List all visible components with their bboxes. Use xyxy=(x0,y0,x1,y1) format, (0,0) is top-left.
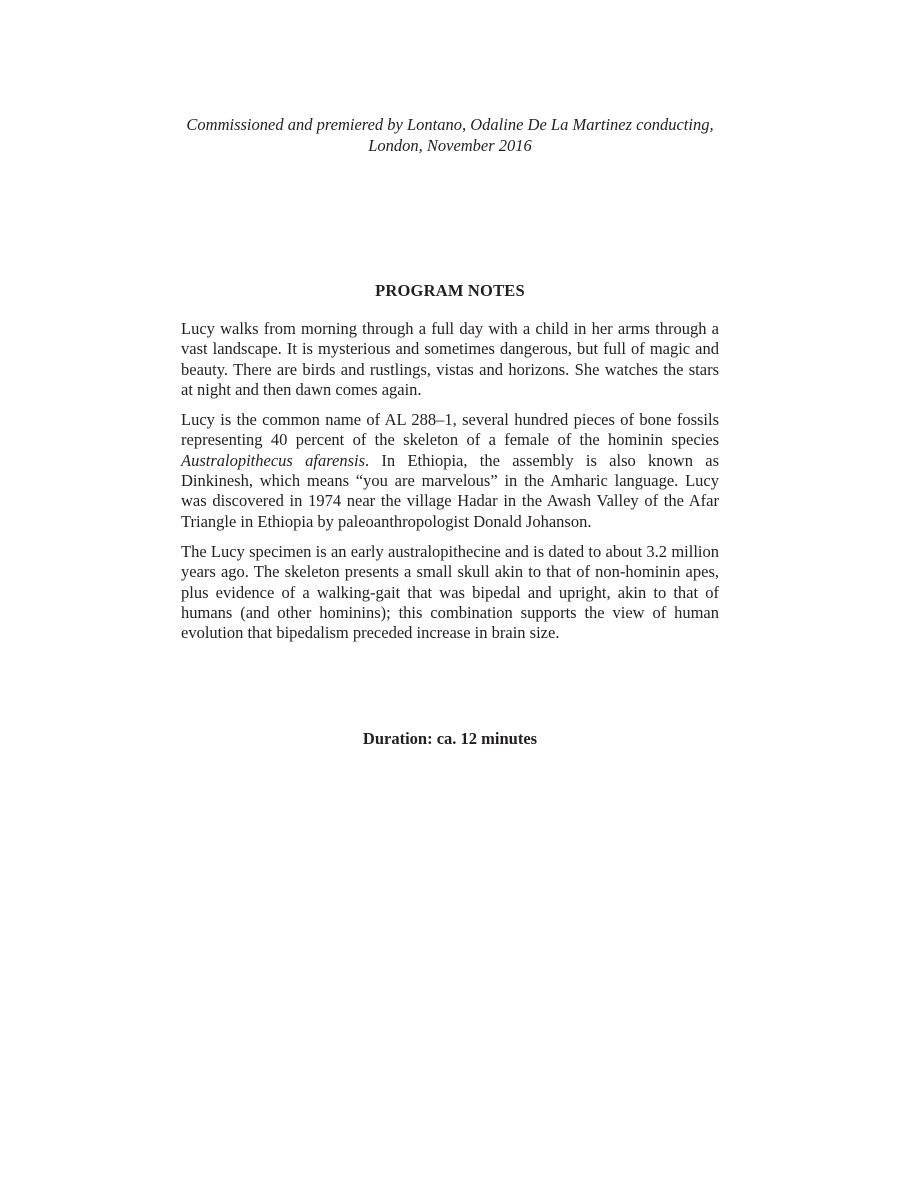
paragraph-2 xyxy=(181,410,719,532)
paragraph-2-rest: . In Ethiopia, the assembly is also known as Dinkinesh, which means “you are marvelous” in the Amharic language. Lucy was discovered in 1974 near the village Hadar in the Awash Valley of the Afar Triangle in Ethiopia by paleoanthropologist Donald Johanson. xyxy=(181,450,719,531)
species-name: Australopithecus afarensis xyxy=(181,450,366,470)
program-notes-body xyxy=(181,319,719,653)
commission-line-2: London, November 2016 xyxy=(368,136,532,155)
commission-line-1: Commissioned and premiered by Lontano, Odaline De La Martinez conducting, xyxy=(186,115,714,134)
paragraph-1: Lucy walks from morning through a full day with a child in her arms through a vast landscape. It is mysterious and sometimes dangerous, but full of magic and beauty. There are birds and rustlings, vistas and horizons. She watches the stars at night and then dawn comes again. xyxy=(181,319,719,399)
commission-credit xyxy=(150,114,750,156)
paragraph-2-intro: Lucy is the common name of AL 288–1, several hundred pieces of bone fossils representing 40 percent of the skeleton of a female of the hominin species xyxy=(181,410,719,450)
paragraph-3: The Lucy specimen is an early australopithecine and is dated to about 3.2 million years ago. The skeleton presents a small skull akin to that of non-hominin apes, plus evidence of a walking-gait that was bipedal and upright, akin to that of humans (and other hominins); this combination supports the view of human evolution that bipedalism preceded increase in brain size. xyxy=(181,541,719,643)
program-notes-heading: PROGRAM NOTES xyxy=(375,281,525,300)
duration-label: Duration: ca. 12 minutes xyxy=(362,729,538,748)
